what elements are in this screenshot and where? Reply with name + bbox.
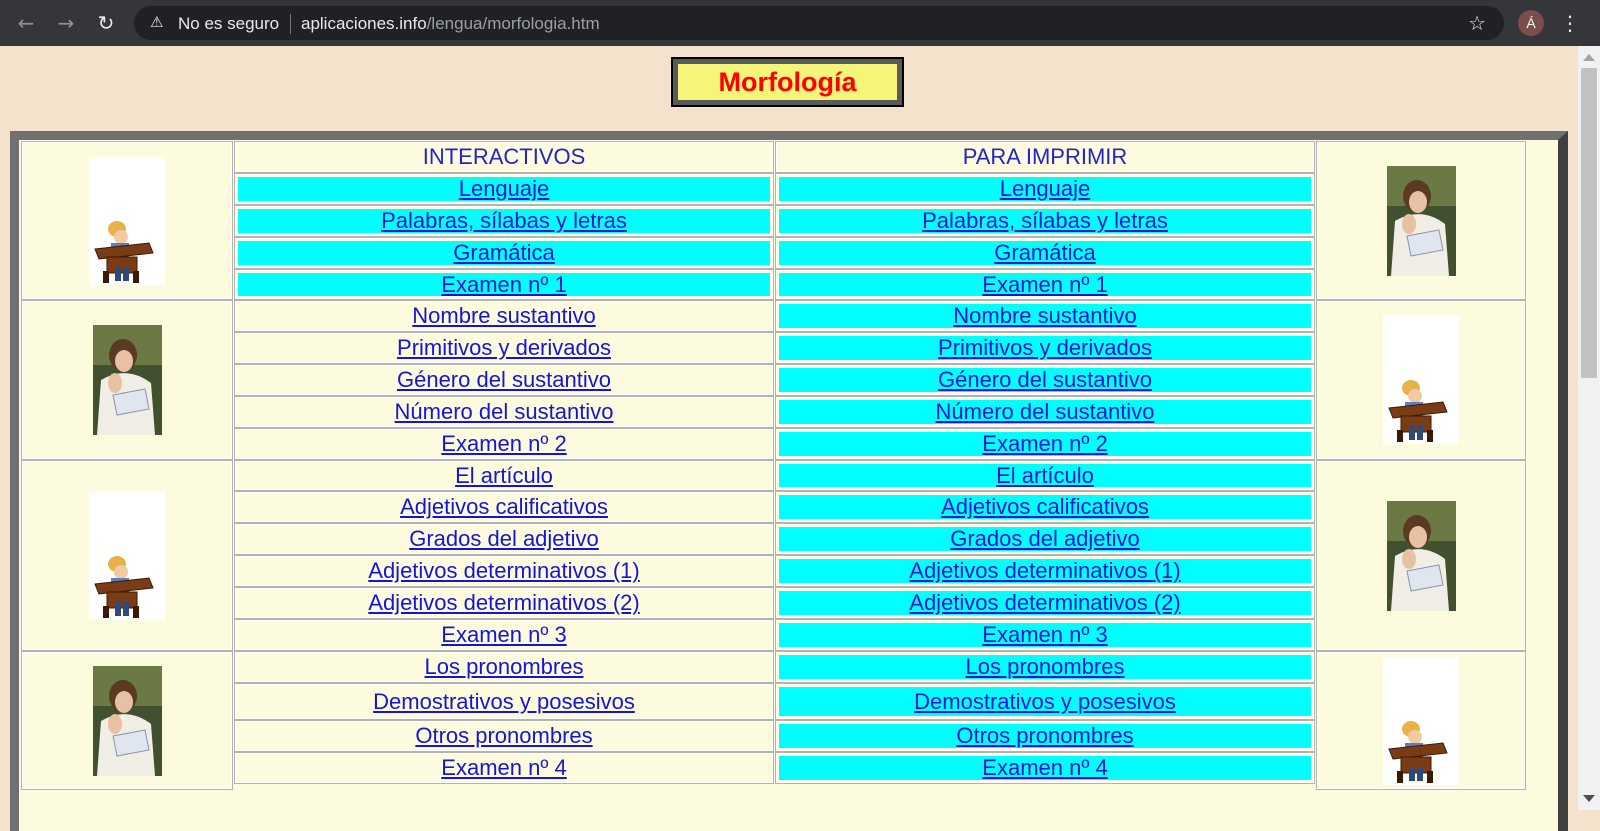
girl-reading-icon	[93, 666, 162, 776]
browser-toolbar	[0, 0, 1600, 46]
boy-at-desk-image	[89, 157, 165, 285]
interactive-link[interactable]: Gramática	[453, 240, 555, 265]
interactive-cell	[234, 619, 774, 651]
page-title-box	[671, 57, 904, 107]
reload-icon[interactable]: ↻	[97, 11, 115, 35]
security-label[interactable]: No es seguro	[178, 14, 280, 33]
print-link[interactable]: Palabras, sílabas y letras	[922, 208, 1168, 233]
interactive-link[interactable]: Examen nº 1	[441, 271, 567, 297]
boy-at-desk-icon	[1383, 657, 1459, 785]
interactive-link[interactable]: Examen nº 3	[441, 622, 567, 647]
print-cell	[775, 523, 1315, 555]
boy-at-desk-image	[89, 492, 165, 620]
print-link[interactable]: Examen nº 4	[982, 755, 1108, 780]
header-print	[775, 141, 1315, 173]
boy-at-desk-image	[1383, 657, 1459, 785]
interactive-cell	[234, 332, 774, 364]
interactive-link[interactable]: Otros pronombres	[415, 723, 593, 748]
page-scrollbar[interactable]	[1578, 46, 1600, 810]
print-link[interactable]: Examen nº 3	[982, 622, 1108, 647]
warning-icon[interactable]: ⚠	[150, 13, 164, 31]
boy-at-desk-icon	[89, 492, 165, 620]
interactive-cell	[234, 555, 774, 587]
girl-reading-image	[1387, 166, 1456, 276]
print-cell	[775, 651, 1315, 683]
print-cell	[775, 720, 1315, 752]
interactive-link[interactable]: Primitivos y derivados	[397, 335, 611, 360]
right-image-cell	[1316, 300, 1526, 460]
url-text[interactable]	[301, 14, 600, 34]
interactive-cell	[234, 683, 774, 720]
print-link[interactable]: Lenguaje	[999, 176, 1091, 201]
print-cell	[775, 491, 1315, 523]
boy-at-desk-icon	[1383, 316, 1459, 444]
print-link[interactable]: Otros pronombres	[956, 723, 1134, 748]
print-cell	[775, 300, 1315, 332]
interactive-link[interactable]: Examen nº 4	[441, 755, 567, 780]
interactive-link[interactable]: Los pronombres	[424, 654, 584, 679]
interactive-cell	[234, 173, 774, 205]
print-link[interactable]: Adjetivos determinativos (2)	[909, 590, 1181, 615]
interactive-link[interactable]: Grados del adjetivo	[409, 526, 599, 551]
print-cell	[775, 555, 1315, 587]
boy-at-desk-image	[1383, 316, 1459, 444]
boy-at-desk-icon	[89, 157, 165, 285]
print-cell	[775, 205, 1315, 237]
bookmark-star-icon[interactable]: ☆	[1468, 11, 1486, 35]
interactive-cell	[234, 269, 774, 300]
address-bar[interactable]	[134, 6, 1504, 40]
back-arrow-icon[interactable]: ←	[17, 11, 35, 35]
interactive-cell	[234, 523, 774, 555]
interactive-link[interactable]: Demostrativos y posesivos	[373, 688, 635, 714]
print-link[interactable]: Adjetivos calificativos	[941, 494, 1149, 519]
girl-reading-icon	[1387, 501, 1456, 611]
interactive-link[interactable]: Nombre sustantivo	[412, 303, 596, 328]
url-path: /lengua/morfologia.htm	[426, 14, 600, 33]
forward-arrow-icon[interactable]: →	[57, 11, 75, 35]
interactive-link[interactable]: Adjetivos determinativos (1)	[368, 558, 640, 583]
print-link[interactable]: Primitivos y derivados	[938, 335, 1152, 360]
interactive-link[interactable]: Adjetivos determinativos (2)	[368, 590, 640, 615]
print-cell	[775, 173, 1315, 205]
page-title: Morfología	[718, 66, 857, 97]
interactive-cell	[234, 587, 774, 619]
left-image-cell	[21, 141, 233, 300]
print-link[interactable]: Examen nº 2	[982, 431, 1108, 456]
interactive-cell	[234, 396, 774, 428]
interactive-cell	[234, 752, 774, 784]
interactive-cell	[234, 720, 774, 752]
print-link[interactable]: Número del sustantivo	[935, 399, 1155, 424]
left-image-cell	[21, 651, 233, 790]
right-image-cell	[1316, 460, 1526, 651]
separator	[290, 14, 291, 34]
print-cell	[775, 752, 1315, 784]
interactive-link[interactable]: El artículo	[455, 462, 553, 488]
print-link[interactable]: Gramática	[994, 240, 1096, 265]
print-cell	[775, 619, 1315, 651]
interactive-cell	[234, 491, 774, 523]
scroll-up-arrow-icon[interactable]	[1583, 54, 1595, 61]
print-link[interactable]: Los pronombres	[965, 654, 1125, 679]
girl-reading-image	[93, 666, 162, 776]
topics-table	[10, 131, 1568, 831]
scroll-down-arrow-icon[interactable]	[1583, 795, 1595, 802]
interactive-cell	[234, 460, 774, 491]
girl-reading-icon	[93, 325, 162, 435]
interactive-cell	[234, 364, 774, 396]
girl-reading-image	[93, 325, 162, 435]
print-link[interactable]: Demostrativos y posesivos	[914, 688, 1176, 714]
interactive-cell	[234, 205, 774, 237]
right-image-cell	[1316, 141, 1526, 300]
profile-avatar[interactable]: Á	[1518, 10, 1544, 36]
print-link[interactable]: El artículo	[996, 462, 1094, 488]
interactive-cell	[234, 651, 774, 683]
interactive-link[interactable]: Género del sustantivo	[396, 367, 612, 392]
print-cell	[775, 364, 1315, 396]
girl-reading-image	[1387, 501, 1456, 611]
column-header-print: PARA IMPRIMIR	[962, 144, 1128, 169]
print-cell	[775, 460, 1315, 491]
print-cell	[775, 237, 1315, 269]
left-image-cell	[21, 460, 233, 651]
interactive-link[interactable]: Palabras, sílabas y letras	[381, 208, 627, 233]
interactive-link[interactable]: Examen nº 2	[441, 431, 567, 456]
girl-reading-icon	[1387, 166, 1456, 276]
column-header-interactive: INTERACTIVOS	[422, 144, 586, 169]
header-interactive	[234, 141, 774, 173]
print-cell	[775, 396, 1315, 428]
interactive-link[interactable]: Número del sustantivo	[394, 399, 614, 424]
print-cell	[775, 428, 1315, 460]
interactive-link[interactable]: Adjetivos calificativos	[400, 494, 608, 519]
url-host: aplicaciones.info	[301, 14, 427, 33]
interactive-cell	[234, 300, 774, 332]
interactive-cell	[234, 237, 774, 269]
right-image-cell	[1316, 651, 1526, 790]
print-cell	[775, 332, 1315, 364]
print-link[interactable]: Examen nº 1	[982, 271, 1108, 297]
print-cell	[775, 269, 1315, 300]
print-link[interactable]: Adjetivos determinativos (1)	[909, 558, 1181, 583]
print-cell	[775, 587, 1315, 619]
interactive-link[interactable]: Lenguaje	[458, 176, 550, 201]
scroll-thumb[interactable]	[1581, 68, 1597, 378]
interactive-cell	[234, 428, 774, 460]
print-cell	[775, 683, 1315, 720]
menu-dots-icon[interactable]: ⋮	[1560, 11, 1580, 35]
print-link[interactable]: Grados del adjetivo	[950, 526, 1140, 551]
print-link[interactable]: Nombre sustantivo	[953, 303, 1137, 328]
left-image-cell	[21, 300, 233, 460]
print-link[interactable]: Género del sustantivo	[937, 367, 1153, 392]
